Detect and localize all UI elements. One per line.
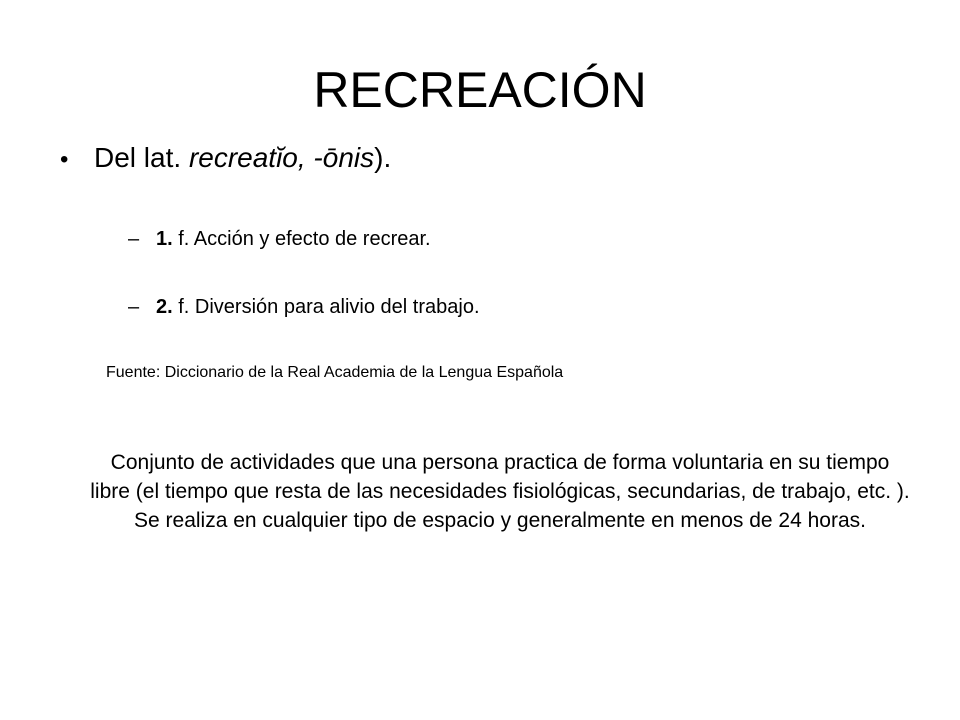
etymology-suffix: ). — [374, 142, 392, 173]
definition-item-1 — [128, 225, 431, 253]
source-citation: Fuente: Diccionario de la Real Academia de la Lengua Española — [106, 364, 564, 381]
definition-text: f. Diversión para alivio del trabajo. — [172, 296, 480, 318]
definition-paragraph: Conjunto de actividades que una persona practica de forma voluntaria en su tiempo libre (el tiempo que resta de las necesidades fisiológicas, secundarias, de trabajo, etc. ). Se realiza en cualquier tipo de espacio y generalmente en menos de 24 horas. — [90, 451, 910, 532]
etymology-prefix: Del lat. — [94, 142, 189, 173]
etymology-bullet — [60, 138, 920, 180]
bullet-icon: • — [60, 146, 69, 173]
dash-icon: – — [128, 228, 140, 250]
definition-text: f. Acción y efecto de recrear. — [172, 228, 431, 250]
etymology-latin-term: recreatĭo, -ōnis — [188, 142, 375, 173]
slide-title: RECREACIÓN — [313, 62, 647, 118]
dash-icon: – — [128, 296, 140, 318]
definition-item-2 — [128, 293, 480, 321]
definition-number: 1. — [156, 228, 173, 250]
definition-number: 2. — [156, 296, 173, 318]
